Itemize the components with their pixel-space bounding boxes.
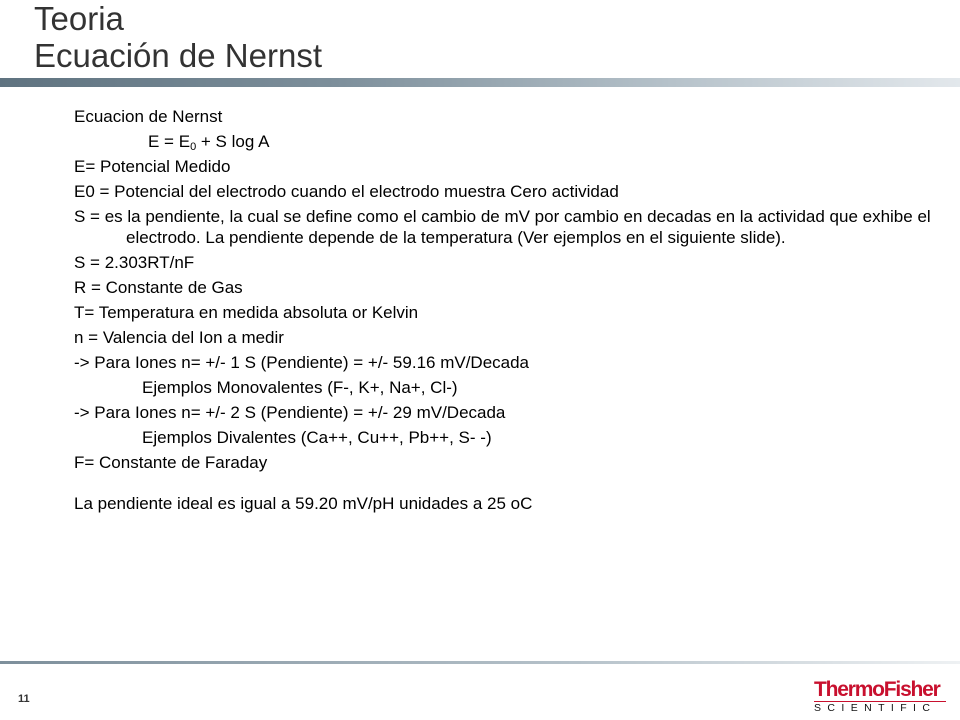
definition-f: F= Constante de Faraday: [74, 453, 268, 472]
thermo-fisher-logo: [814, 679, 946, 715]
formula-s: S = 2.303RT/nF: [74, 253, 195, 272]
definition-s: S = es la pendiente, la cual se define como el cambio de mV por cambio en decadas en la actividad que exhibe el electrodo. La pendiente depende de la temperatura (Ver ejemplos en el siguiente slide).: [74, 207, 931, 247]
page-number: 11: [18, 693, 30, 705]
slide-title: [34, 0, 322, 74]
spacer: [74, 477, 934, 493]
footer-divider: [0, 661, 960, 664]
logo-scientific-line: SCIENTIFIC: [814, 701, 946, 715]
title-line-2: Ecuación de Nernst: [34, 37, 322, 74]
title-divider: [0, 78, 960, 87]
definition-n: n = Valencia del Ion a medir: [74, 328, 284, 347]
monovalent-examples: Ejemplos Monovalentes (F-, K+, Na+, Cl-): [142, 378, 458, 397]
nernst-equation: [74, 131, 934, 152]
definition-r: R = Constante de Gas: [74, 278, 243, 297]
heading-nernst: Ecuacion de Nernst: [74, 107, 223, 126]
slide-body: [74, 106, 934, 518]
ideal-slope: La pendiente ideal es igual a 59.20 mV/pH unidades a 25 oC: [74, 494, 533, 513]
definition-e: E= Potencial Medido: [74, 157, 231, 176]
logo-brand-line: ThermoFisher: [814, 678, 940, 701]
title-line-1: Teoria: [34, 0, 124, 37]
divalent-examples: Ejemplos Divalentes (Ca++, Cu++, Pb++, S- -): [142, 428, 492, 447]
divalent-rule: -> Para Iones n= +/- 2 S (Pendiente) = +/- 29 mV/Decada: [74, 403, 506, 422]
equation-subscript: 0: [190, 141, 197, 153]
definition-t: T= Temperatura en medida absoluta or Kelvin: [74, 303, 419, 322]
monovalent-rule: -> Para Iones n= +/- 1 S (Pendiente) = +/- 59.16 mV/Decada: [74, 353, 530, 372]
equation-rhs: + S log A: [196, 132, 270, 151]
equation-lhs: E = E: [148, 132, 191, 151]
definition-e0: E0 = Potencial del electrodo cuando el electrodo muestra Cero actividad: [74, 182, 619, 201]
